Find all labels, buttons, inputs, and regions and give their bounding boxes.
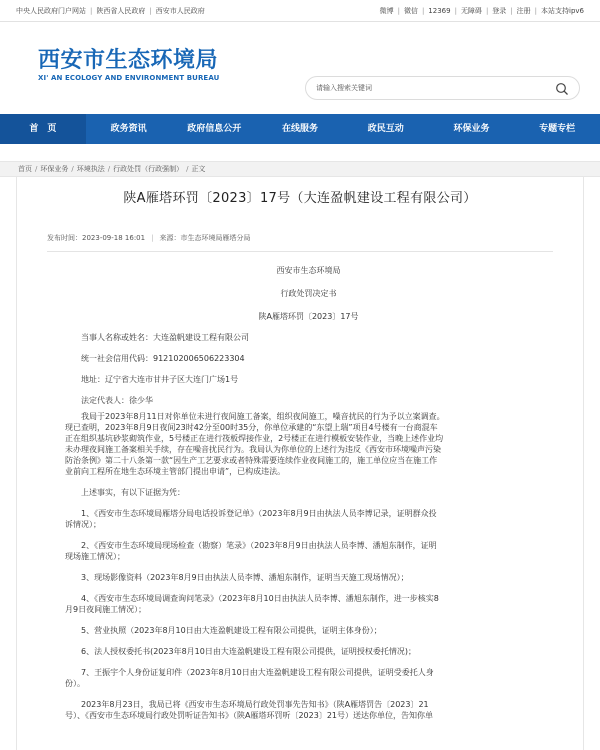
link-weibo[interactable]: 微博: [379, 6, 394, 15]
facts-line: 正在组织基坑砂浆砌筑作业，5号楼正在进行筏板焊接作业，2号楼正在进行模板安装作业，当晚上述作业均: [65, 434, 444, 443]
evidence-item-cont: 月9日夜间施工情况）；: [65, 605, 147, 614]
search-input[interactable]: [316, 84, 555, 92]
logo-english-name: XI' AN ECOLOGY AND ENVIRONMENT BUREAU: [38, 74, 220, 82]
link-12369[interactable]: 12369: [428, 6, 451, 15]
facts-line: 未办理夜间施工备案相关手续，存在噪音扰民行为。我局认为你单位的上述行为违反《西安市环境噪声污染: [65, 445, 441, 454]
evidence-item: 6、法人授权委托书(2023年8月10日由大连盈帆建设工程有限公司提供，证明授权委托情况)；: [81, 647, 416, 656]
evidence-item: 7、王振宇个人身份证复印件（2023年8月10日由大连盈帆建设工程有限公司提供，证明受委托人身: [81, 668, 434, 677]
publish-time: 发布时间：2023-09-18 16:01: [47, 234, 146, 242]
link-central-gov[interactable]: 中央人民政府门户网站: [16, 6, 86, 15]
breadcrumb-home[interactable]: 首页: [18, 165, 32, 173]
breadcrumb-current: 正文: [191, 165, 206, 173]
divider: |: [485, 6, 489, 15]
breadcrumb-separator: /: [107, 165, 111, 173]
article: [16, 177, 584, 750]
breadcrumb-separator: /: [71, 165, 74, 173]
facts-line: 防治条例》第二十八条第一款“因生产工艺要求或者特殊需要连续作业夜间施工的，施工单位应当在施工作: [65, 456, 438, 465]
facts-line: 我局于2023年8月11日对你单位未进行夜间施工备案，组织夜间施工，噪音扰民的行为予以立案调查。: [81, 412, 445, 421]
link-shaanxi-gov[interactable]: 陕西省人民政府: [96, 6, 146, 15]
nav-environmental-business[interactable]: 环保业务: [453, 124, 490, 134]
link-xian-gov[interactable]: 西安市人民政府: [155, 6, 205, 15]
party-name: 当事人名称或姓名：大连盈帆建设工程有限公司: [81, 333, 249, 342]
link-register[interactable]: 注册: [516, 6, 531, 15]
search-icon[interactable]: [555, 81, 569, 95]
nav-online-services[interactable]: 在线服务: [282, 124, 319, 134]
divider: |: [397, 6, 400, 15]
article-content: [17, 252, 583, 721]
divider: |: [454, 6, 457, 15]
evidence-item: 1、《西安市生态环境局雁塔分局电话投诉登记单》（2023年8月9日由执法人员李博记录，证明群众投: [81, 509, 437, 518]
nav-news[interactable]: 政务资讯: [110, 124, 147, 134]
site-header: [0, 22, 600, 114]
evidence-item: 5、营业执照（2023年8月10日由大连盈帆建设工程有限公司提供，证明主体身份）；: [81, 626, 382, 635]
article-meta: [47, 225, 553, 252]
doc-issuer: 西安市生态环境局: [276, 266, 341, 275]
top-bar-left: [16, 6, 205, 16]
divider: |: [90, 6, 93, 15]
link-wechat[interactable]: 微信: [403, 6, 418, 15]
evidence-item: 4、《西安市生态环境局调查询问笔录》（2023年8月10日由执法人员李博、潘旭东制作，进一步核实8: [81, 594, 439, 603]
site-logo[interactable]: [38, 49, 219, 82]
logo-chinese-name: 西安市生态环境局: [38, 48, 219, 73]
divider: |: [151, 234, 154, 242]
top-bar-right: [380, 6, 584, 16]
breadcrumb-penalty[interactable]: 行政处罚（行政强制）: [113, 165, 184, 173]
credit-code: 统一社会信用代码：912102006506223304: [81, 354, 245, 363]
nav-info-disclosure[interactable]: 政府信息公开: [187, 124, 242, 134]
breadcrumb-separator: /: [186, 165, 189, 173]
evidence-item: 3、现场影像资料（2023年8月9日由执法人员李博、潘旭东制作，证明当天施工现场情况）；: [81, 573, 409, 582]
facts-line: 业前向工程所在地生态环境主管部门提出申请”，已构成违法。: [65, 467, 286, 476]
divider: |: [149, 6, 152, 15]
evidence-intro: 上述事实，有以下证据为凭：: [81, 488, 185, 497]
address: 地址：辽宁省大连市甘井子区大连门广场1号: [81, 375, 239, 384]
divider: |: [510, 6, 513, 15]
main-nav: [0, 114, 600, 144]
breadcrumb-env-business[interactable]: 环保业务: [40, 165, 69, 173]
nav-interaction[interactable]: 政民互动: [367, 124, 404, 134]
link-accessibility[interactable]: 无障碍: [460, 6, 482, 15]
doc-type: 行政处罚决定书: [280, 289, 337, 298]
article-title: 陕A雁塔环罚〔2023〕17号（大连盈帆建设工程有限公司）: [123, 191, 477, 206]
legal-representative: 法定代表人：徐少华: [81, 396, 153, 405]
breadcrumb-separator: /: [35, 165, 38, 173]
facts-line: 现已查明，2023年8月9日夜间23时42分至00时35分，你单位承建的“东望上瑞”项目4号楼有一台商混车: [65, 423, 438, 432]
ipv6-notice: 本站支持ipv6: [541, 6, 584, 15]
divider: |: [534, 6, 538, 15]
doc-number: 陕A雁塔环罚〔2023〕17号: [258, 312, 359, 321]
evidence-item-cont: 现场施工情况）；: [65, 552, 125, 561]
evidence-item-cont: 份）。: [65, 679, 85, 688]
nav-special-topics[interactable]: 专题专栏: [539, 124, 576, 134]
notice-line: 2023年8月23日，我局已将《西安市生态环境局行政处罚事先告知书》（陕A雁塔罚告〔2023〕21: [81, 700, 429, 709]
article-source: 来源：市生态环境局雁塔分局: [159, 234, 251, 242]
search-box: [305, 76, 580, 100]
evidence-item-cont: 诉情况）；: [65, 520, 101, 529]
evidence-item: 2、《西安市生态环境局现场检查（勘察）笔录》（2023年8月9日由执法人员李博、潘旭东制作，证明: [81, 541, 437, 550]
breadcrumb: [0, 161, 600, 177]
spacer: [0, 144, 600, 161]
notice-line: 号）、《西安市生态环境局行政处罚听证告知书》（陕A雁塔环罚听〔2023〕21号）送达你单位，告知你单: [65, 711, 434, 720]
nav-home[interactable]: 首 页: [0, 114, 86, 144]
top-bar: [0, 0, 600, 22]
link-login[interactable]: 登录: [492, 6, 507, 15]
breadcrumb-law-enforcement[interactable]: 环境执法: [76, 165, 105, 173]
divider: |: [421, 6, 425, 15]
